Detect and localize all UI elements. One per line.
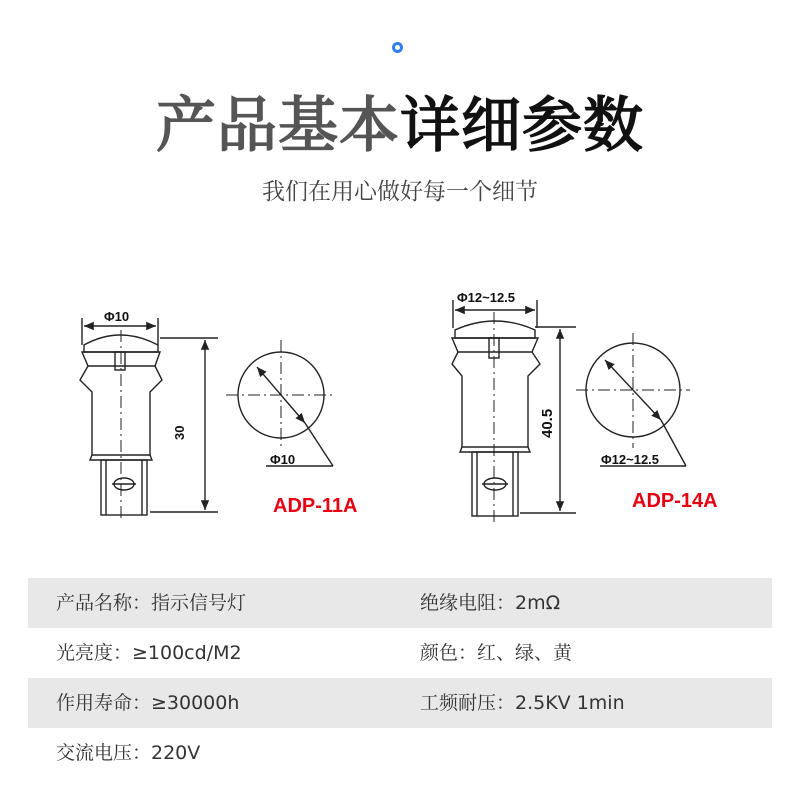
spec-colors: 颜色：红、绿、黄	[420, 642, 573, 664]
adp-14a-height-dim: 40.5	[539, 408, 556, 438]
spec-insulation-resistance: 绝缘电阻：2mΩ	[420, 592, 561, 614]
adp-11a-side-view	[80, 318, 218, 520]
spec-withstand-voltage: 工频耐压：2.5KV 1min	[420, 692, 625, 714]
adp-11a-front-view	[226, 340, 336, 466]
spec-lifetime: 作用寿命：≥30000h	[56, 692, 240, 714]
title-part-2: 详细参数	[400, 91, 644, 161]
page-subtitle: 我们在用心做好每一个细节	[262, 179, 538, 205]
spec-brightness: 光亮度：≥100cd/M2	[56, 642, 242, 664]
page-title	[0, 86, 800, 166]
adp-14a-front-view	[576, 333, 690, 466]
adp-11a-label: ADP-11A	[273, 495, 358, 517]
adp-11a-top-dim: Φ10	[104, 309, 130, 324]
adp-14a-top-dim: Φ12~12.5	[457, 290, 516, 305]
adp-14a-label: ADP-14A	[632, 490, 718, 512]
title-part-1: 产品基本	[156, 91, 400, 161]
adp-14a-circle-dim: Φ12~12.5	[601, 452, 660, 467]
spec-row	[28, 728, 772, 778]
spec-row	[28, 678, 772, 728]
spec-ac-voltage: 交流电压：220V	[56, 742, 201, 764]
circle-icon	[392, 42, 403, 53]
adp-14a-side-view	[452, 300, 576, 522]
spec-row	[28, 578, 772, 628]
spec-row	[28, 628, 772, 678]
adp-11a-height-dim: 30	[172, 425, 187, 440]
spec-table	[28, 578, 772, 778]
spec-product-name: 产品名称：指示信号灯	[56, 592, 247, 614]
adp-11a-circle-dim: Φ10	[270, 452, 296, 467]
